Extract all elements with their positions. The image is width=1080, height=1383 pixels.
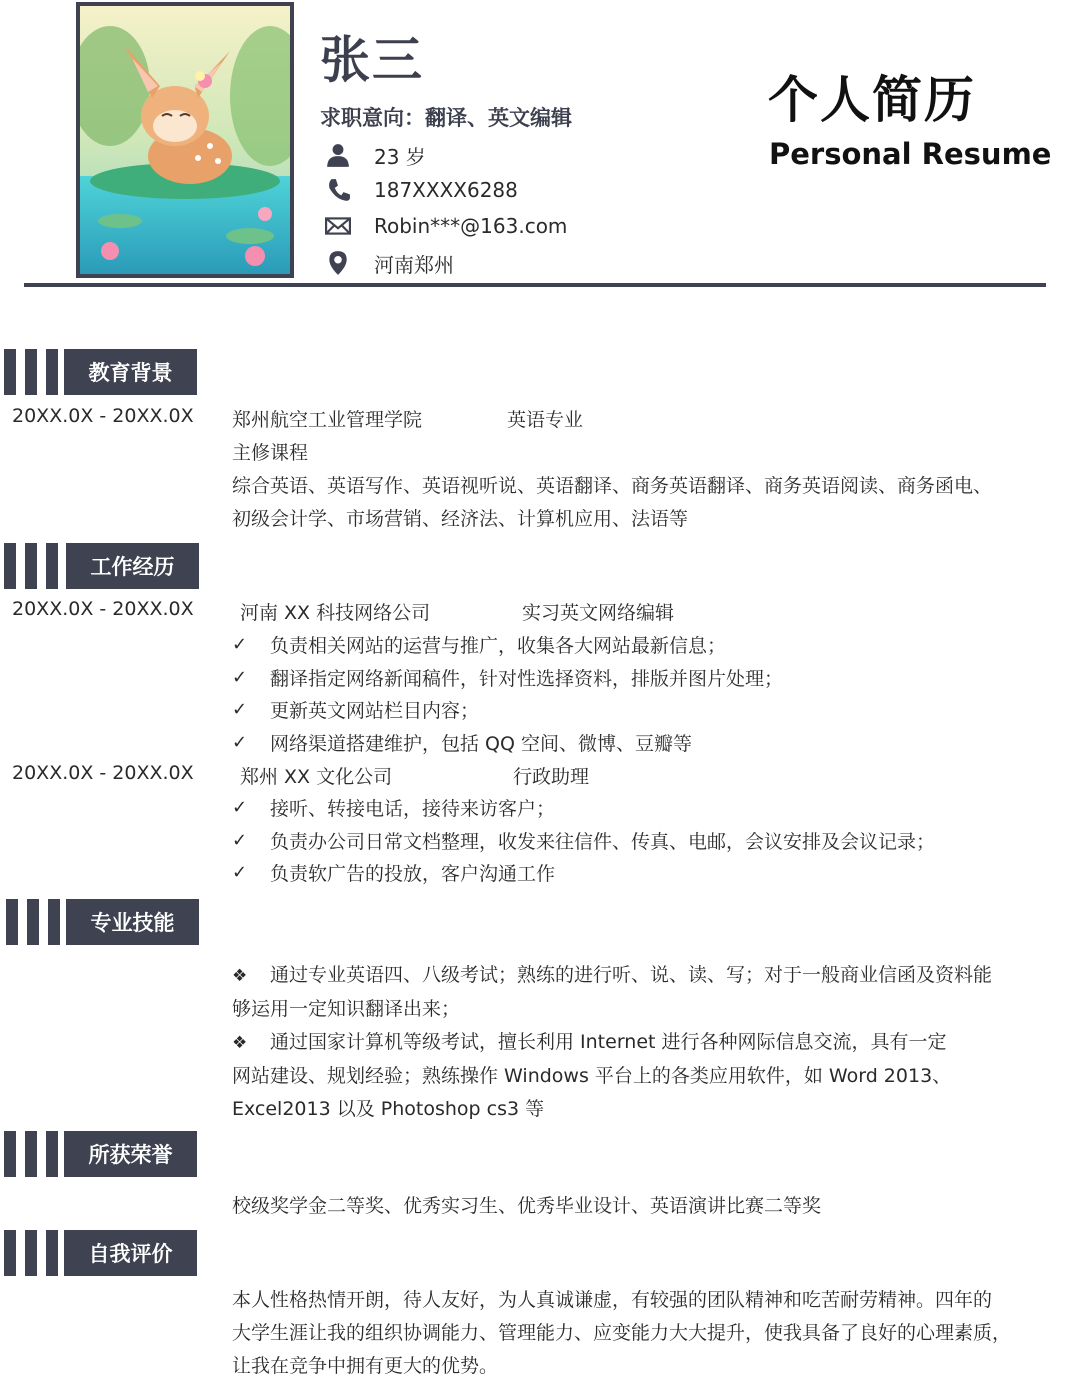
decor-bar xyxy=(4,349,16,395)
decor-bar xyxy=(48,899,60,945)
decor-bar xyxy=(25,543,37,589)
person-icon xyxy=(324,141,352,169)
decor-bar xyxy=(25,1230,37,1276)
diamond-bullet-icon: ❖ xyxy=(232,1033,248,1053)
check-icon: ✓ xyxy=(232,861,248,883)
self-eval-block xyxy=(232,1284,1012,1383)
decor-bar xyxy=(27,899,39,945)
section-title: 工作经历 xyxy=(66,543,199,589)
decor-bar xyxy=(25,349,37,395)
school-name: 郑州航空工业管理学院 xyxy=(232,409,423,431)
age-text: 23 岁 xyxy=(374,144,426,169)
self-eval-line: 大学生涯让我的组织协调能力、管理能力、应变能力大大提升，使我具备了良好的心理素质， xyxy=(232,1322,1012,1344)
education-date: 20XX.0X - 20XX.0X xyxy=(12,405,194,427)
phone-icon xyxy=(324,176,352,204)
task-item xyxy=(232,693,479,725)
task-item xyxy=(232,661,783,693)
phone-text: 187XXXX6288 xyxy=(374,178,518,202)
decor-bar xyxy=(4,1230,16,1276)
check-icon: ✓ xyxy=(232,731,248,753)
skill-line xyxy=(232,1026,1002,1060)
task-text: 负责软广告的投放，客户沟通工作 xyxy=(270,862,556,885)
skill-text: 够运用一定知识翻译出来； xyxy=(232,998,461,1020)
courses-line: 综合英语、英语写作、英语视听说、英语翻译、商务英语翻译、商务英语阅读、商务函电、 xyxy=(232,475,993,497)
skill-text: Excel2013 以及 Photoshop cs3 等 xyxy=(232,1098,545,1120)
task-text: 负责相关网站的运营与推广，收集各大网站最新信息； xyxy=(270,634,727,657)
task-item xyxy=(232,726,692,758)
task-text: 接听、转接电话，接待来访客户； xyxy=(270,797,556,820)
job-role: 实习英文网络编辑 xyxy=(522,602,675,624)
mail-icon xyxy=(324,212,352,240)
info-phone xyxy=(324,175,518,205)
decor-bar xyxy=(46,1230,58,1276)
location-text: 河南郑州 xyxy=(374,252,454,277)
skill-text: 网站建设、规划经验；熟练操作 Windows 平台上的各类应用软件，如 Word 2013、 xyxy=(232,1065,952,1087)
task-item xyxy=(232,856,555,888)
header-divider xyxy=(24,283,1046,287)
check-icon: ✓ xyxy=(232,829,248,851)
task-text: 网络渠道搭建维护，包括 QQ 空间、微博、豆瓣等 xyxy=(270,732,692,755)
company-name: 郑州 XX 文化公司 xyxy=(240,766,393,788)
profile-photo xyxy=(76,2,294,278)
check-icon: ✓ xyxy=(232,698,248,720)
info-email xyxy=(324,211,567,241)
self-eval-line: 让我在竞争中拥有更大的优势。 xyxy=(232,1355,499,1377)
honors-text: 校级奖学金二等奖、优秀实习生、优秀毕业设计、英语演讲比赛二等奖 xyxy=(232,1195,822,1217)
skill-line xyxy=(232,959,1002,993)
deer-illustration-image xyxy=(80,6,290,274)
decor-bar xyxy=(4,543,16,589)
company-name: 河南 XX 科技网络公司 xyxy=(240,602,431,624)
task-item xyxy=(232,628,726,660)
task-text: 负责办公司日常文档整理，收发来往信件、传真、电邮，会议安排及会议记录； xyxy=(270,830,936,853)
check-icon: ✓ xyxy=(232,633,248,655)
job-date: 20XX.0X - 20XX.0X xyxy=(12,598,194,620)
job-role: 行政助理 xyxy=(513,766,590,788)
task-item xyxy=(232,824,935,856)
diamond-bullet-icon: ❖ xyxy=(232,966,248,986)
major-name: 英语专业 xyxy=(507,409,584,431)
skill-text: 通过专业英语四、八级考试；熟练的进行听、说、读、写；对于一般商业信函及资料能 xyxy=(270,964,993,986)
decor-bar xyxy=(46,349,58,395)
courses-line: 初级会计学、市场营销、经济法、计算机应用、法语等 xyxy=(232,508,689,530)
section-title: 自我评价 xyxy=(64,1230,197,1276)
courses-label: 主修课程 xyxy=(232,442,309,464)
job-intent: 求职意向：翻译、英文编辑 xyxy=(320,106,572,130)
location-pin-icon xyxy=(324,249,352,277)
task-text: 更新英文网站栏目内容； xyxy=(270,699,480,722)
task-text: 翻译指定网络新闻稿件，针对性选择资料，排版并图片处理； xyxy=(270,667,784,690)
resume-title-cn: 个人简历 xyxy=(768,71,976,129)
check-icon: ✓ xyxy=(232,796,248,818)
self-eval-line: 本人性格热情开朗，待人友好，为人真诚谦虚，有较强的团队精神和吃苦耐劳精神。四年的 xyxy=(232,1289,993,1311)
candidate-name: 张三 xyxy=(320,31,424,89)
decor-bar xyxy=(6,899,18,945)
decor-bar xyxy=(46,1131,58,1177)
section-title: 教育背景 xyxy=(64,349,197,395)
task-item xyxy=(232,791,555,823)
skill-text: 通过国家计算机等级考试，擅长利用 Internet 进行各种网际信息交流，具有一定 xyxy=(270,1031,947,1053)
info-age xyxy=(324,140,426,170)
email-text: Robin***@163.com xyxy=(374,214,568,238)
check-icon: ✓ xyxy=(232,666,248,688)
decor-bar xyxy=(25,1131,37,1177)
decor-bar xyxy=(4,1131,16,1177)
section-title: 所获荣誉 xyxy=(64,1131,197,1177)
job-date: 20XX.0X - 20XX.0X xyxy=(12,762,194,784)
skills-block xyxy=(232,959,1002,1126)
info-location xyxy=(324,248,454,278)
section-title: 专业技能 xyxy=(66,899,199,945)
resume-title-en: Personal Resume xyxy=(769,137,1052,171)
decor-bar xyxy=(46,543,58,589)
